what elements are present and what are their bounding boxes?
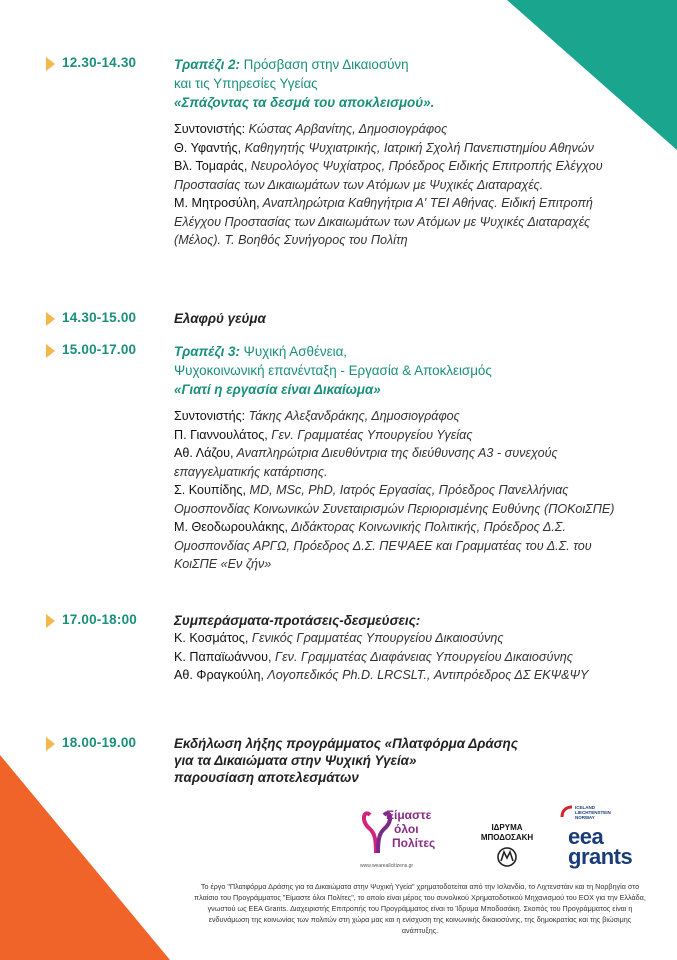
- session-title-line2: Ψυχοκοινωνική επανένταξη - Εργασία & Αποκλεισμός: [174, 363, 492, 378]
- session-title: Συμπεράσματα-προτάσεις-δεσμεύσεις:: [174, 613, 421, 628]
- speaker-entry: Μ. Μητροσύλη, Αναπληρώτρια Καθηγήτρια Α' ΤΕΙ Αθήνας. Ειδική Επιτροπή Ελέγχου Προστασίας των Δικαιωμάτων των Ατόμων με Ψυχικές Διαταραχές (Μέλος). Τ. Βοηθός Συνήγορος του Πολίτη: [174, 196, 593, 247]
- session-title-line: για τα Δικαιώματα στην Ψυχική Υγεία»: [174, 753, 417, 768]
- session-time: 17.00-18:00: [62, 612, 138, 627]
- session-time: 15.00-17.00: [62, 342, 137, 357]
- arrow-marker-icon: [46, 737, 55, 751]
- arrow-marker-icon: [46, 344, 55, 358]
- session-title: Ελαφρύ γεύμα: [174, 311, 266, 326]
- session-title: Τραπέζι 3: Ψυχική Ασθένεια,: [174, 344, 348, 359]
- eea-flag-icon: [560, 805, 574, 819]
- session-subtitle: «Σπάζοντας τα δεσμά του αποκλεισμού».: [174, 95, 435, 110]
- orange-corner-decoration: [0, 755, 170, 960]
- bodossaki-foundation-logo: ΙΔΡΥΜΑ ΜΠΟΔΟΣΑΚΗ: [472, 805, 542, 873]
- foundation-emblem-icon: [496, 846, 518, 868]
- speaker-entry: Βλ. Τομαράς, Νευρολόγος Ψυχίατρος, Πρόεδρος Ειδικής Επιτροπής Ελέγχου Προστασίας των Δικαιωμάτων των Ατόμων με Ψυχικές Διαταραχές.: [174, 159, 603, 192]
- speaker-entry: Θ. Υφαντής, Καθηγητής Ψυχιατρικής, Ιατρική Σχολή Πανεπιστημίου Αθηνών: [174, 140, 594, 155]
- eea-grants-word: grants: [568, 844, 633, 869]
- speaker-entry: Π. Γιαννουλάτος, Γεν. Γραμματέας Υπουργείου Υγείας: [174, 427, 473, 442]
- speaker-entry: Συντονιστής: Κώστας Αρβανίτης, Δημοσιογράφος: [174, 122, 448, 136]
- eea-countries: ICELAND LIECHTENSTEIN NORWAY: [575, 805, 611, 820]
- we-are-all-citizens-logo: [360, 805, 445, 869]
- session-time: 12.30-14.30: [62, 55, 137, 70]
- logo-url: www.weareallcitizens.gr: [360, 863, 414, 869]
- session-subtitle: «Γιατί η εργασία είναι Δικαίωμα»: [174, 382, 381, 397]
- session-title-line2: και τις Υπηρεσίες Υγείας: [174, 76, 318, 91]
- arrow-marker-icon: [46, 57, 55, 71]
- speaker-entry: Σ. Κουπίδης, MD, MSc, PhD, Ιατρός Εργασίας, Πρόεδρος Πανελλήνιας Ομοσπονδίας Κοινωνικών Συνεταιρισμών Περιορισμένης Ευθύνης (ΠΟΚοιΣΠΕ): [174, 483, 615, 516]
- we-are-all-citizens-text: Είμαστε όλοι Πολίτες: [386, 808, 436, 850]
- session-time: 18.00-19.00: [62, 735, 137, 750]
- speaker-entry: Μ. Θεοδωρουλάκης, Διδάκτορας Κοινωνικής Πολιτικής, Πρόεδρος Δ.Σ. Ομοσπονδίας ΑΡΓΩ, Πρόεδρος Δ.Σ. ΠΕΨΑΕΕ και Γραμματέας του Δ.Σ. του ΚοιΣΠΕ «Εν ζήν»: [174, 520, 592, 571]
- speaker-entry: Αθ. Φραγκούλη, Λογοπεδικός Ph.D. LRCSLT., Αντιπρόεδρος ΔΣ ΕΚΨ&ΨΥ: [174, 668, 589, 682]
- arrow-marker-icon: [46, 312, 55, 326]
- eea-word: eea: [568, 824, 604, 849]
- speaker-entry: Κ. Κοσμάτος, Γενικός Γραμματέας Υπουργείου Δικαιοσύνης: [174, 631, 504, 645]
- speaker-entry: Κ. Παπαϊωάννου, Γεν. Γραμματέας Διαφάνειας Υπουργείου Δικαιοσύνης: [174, 649, 573, 664]
- speaker-entry: Συντονιστής: Τάκης Αλεξανδράκης, Δημοσιογράφος: [174, 409, 460, 423]
- arrow-marker-icon: [46, 614, 55, 628]
- sponsor-logos: [360, 805, 650, 880]
- session-title: Τραπέζι 2: Πρόσβαση στην Δικαιοσύνη: [174, 57, 409, 72]
- session-title-line: Εκδήλωση λήξης προγράμματος «Πλατφόρμα Δράσης: [174, 736, 518, 751]
- session-title-line: παρουσίαση αποτελεσμάτων: [174, 770, 359, 785]
- session-time: 14.30-15.00: [62, 310, 137, 325]
- funding-footnote: Το έργο "Πλατφόρμα Δράσης για τα Δικαιώματα στην Ψυχική Υγεία" χρηματοδοτείται από την Ισλανδία, το Λιχτενστάιν και τη Νορβηγία στο πλαίσιο του Προγράμματος "Είμαστε όλοι Πολίτες", το οποίο είναι μέρος του συνολικού Χρηματοδοτικού Μηχανισμού του ΕΟΧ για την Ελλάδα, γνωστού ως EEA Grants. Διαχειριστής Επιτροπής του Προγράμματος είναι το Ίδρυμα Μποδοσάκη. Σκοπός του Προγράμματος είναι η ενδυνάμωση της κοινωνίας των πολιτών στη χώρα μας και η ενίσχυση της κοινωνικής δικαιοσύνης, της δημοκρατίας και της βιώσιμης ανάπτυξης.: [194, 882, 646, 935]
- speaker-entry: Αθ. Λάζου, Αναπληρώτρια Διευθύντρια της διεύθυνσης Α3 - συνεχούς επαγγελματικής κατάρτισης.: [174, 446, 558, 479]
